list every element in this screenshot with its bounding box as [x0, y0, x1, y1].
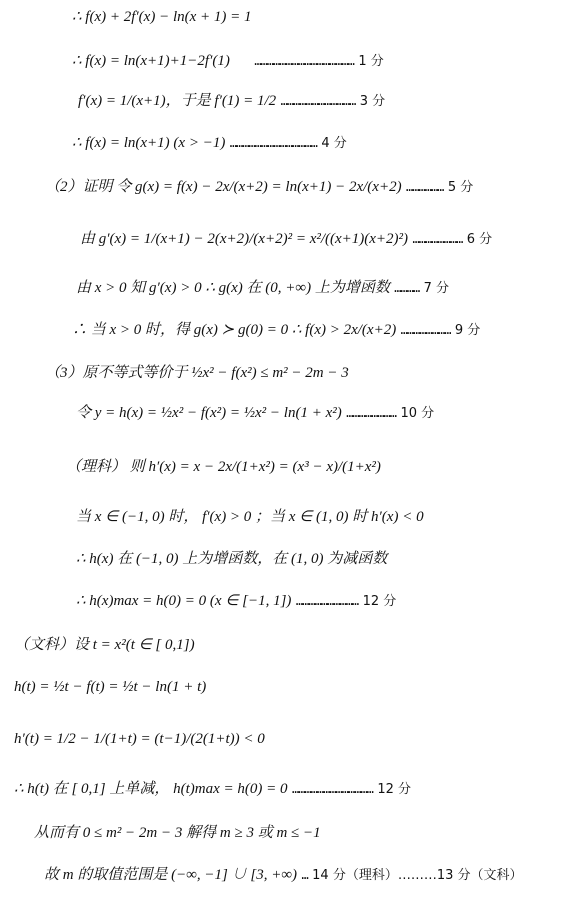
solution-line-18 — [14, 780, 411, 799]
score-label: 10 分 — [400, 406, 435, 421]
solution-line-3 — [78, 92, 385, 111]
formula-text: 故 m 的取值范围是 (−∞, −1] ∪ [3, +∞) — [44, 867, 298, 883]
leader-dots: ………………………………… — [291, 782, 373, 796]
formula-text: h(t) = ½t − f(t) = ½t − ln(1 + t) — [14, 679, 207, 695]
leader-dots: ………………………… — [295, 594, 359, 608]
score-label: 12 分 — [362, 594, 397, 609]
solution-line-6 — [80, 230, 492, 249]
formula-text: ∴ 当 x > 0 时，得 g(x) ≻ g(0) = 0 ∴ f(x) > 2x/(x+2) — [72, 322, 397, 338]
formula-text: ∴ f(x) = ln(x+1)+1−2f′(1) — [72, 53, 230, 69]
formula-text: （文科）设 t = x²(t ∈ [ 0,1]) — [14, 637, 195, 653]
formula-text: （3）原不等式等价于 ½x² − f(x²) ≤ m² − 2m − 3 — [45, 365, 349, 381]
solution-line-10 — [76, 404, 434, 423]
solution-line-15 — [14, 636, 195, 654]
solution-line-20 — [44, 866, 523, 885]
score-label: 6 分 — [466, 232, 493, 247]
formula-text: 由 x > 0 知 g′(x) > 0 ∴ g(x) 在 (0, +∞) 上为增函数 — [76, 280, 390, 296]
formula-text: （2）证明 令 g(x) = f(x) − 2x/(x+2) = ln(x+1) − 2x/(x+2) — [45, 179, 402, 195]
leader-dots: …………………… — [412, 232, 463, 246]
formula-text: （理科） 则 h′(x) = x − 2x/(1+x²) = (x³ − x)/(1+x²) — [66, 459, 381, 475]
solution-line-19 — [34, 824, 321, 842]
formula-text: 当 x ∈ (−1, 0) 时， f′(x) > 0 ；当 x ∈ (1, 0) 时 h′(x) < 0 — [76, 509, 424, 525]
score-label: 1 分 — [358, 54, 384, 69]
solution-line-16 — [14, 678, 206, 696]
solution-line-14 — [76, 592, 396, 611]
score-label: 5 分 — [447, 180, 474, 195]
solution-line-2 — [72, 52, 384, 71]
leader-dots: …………………… — [346, 406, 396, 420]
formula-text: 从而有 0 ≤ m² − 2m − 3 解得 m ≥ 3 或 m ≤ −1 — [34, 825, 321, 841]
formula-text: ∴ h(x) 在 (−1, 0) 上为增函数，在 (1, 0) 为减函数 — [76, 551, 388, 567]
score-label: 12 分 — [377, 782, 412, 797]
solution-line-8 — [72, 321, 480, 340]
formula-text: h′(t) = 1/2 − 1/(1+t) = (t−1)/(2(1+t)) < 0 — [14, 731, 265, 747]
formula-text: f′(x) = 1/(x+1)，于是 f′(1) = 1/2 — [78, 93, 277, 109]
solution-line-12 — [76, 508, 424, 526]
solution-line-4 — [72, 134, 347, 153]
score-label: 9 分 — [454, 323, 481, 338]
leader-dots: ………… — [394, 281, 420, 295]
formula-text: 由 g′(x) = 1/(x+1) − 2(x+2)/(x+2)² = x²/((x+1)(x+2)²) — [80, 231, 409, 247]
score-label: 14 分（理科）………13 分（文科） — [312, 868, 523, 883]
score-label: 4 分 — [321, 136, 347, 151]
formula-text: ∴ h(x)max = h(0) = 0 (x ∈ [−1, 1]) — [76, 593, 292, 609]
solution-line-17 — [14, 730, 265, 748]
solution-line-9 — [45, 364, 349, 382]
leader-dots: … — [301, 868, 308, 882]
score-label: 3 分 — [359, 94, 386, 109]
solution-line-5 — [45, 178, 473, 197]
leader-dots: ……………………………… — [280, 94, 356, 108]
formula-text: ∴ f(x) + 2f′(x) − ln(x + 1) = 1 — [72, 9, 252, 25]
solution-line-7 — [76, 279, 449, 298]
leader-dots: ………………………………………… — [254, 54, 354, 68]
formula-text: ∴ h(t) 在 [ 0,1] 上单减， h(t)max = h(0) = 0 — [14, 781, 288, 797]
formula-text: ∴ f(x) = ln(x+1) (x > −1) — [72, 135, 226, 151]
formula-text: 令 y = h(x) = ½x² − f(x²) = ½x² − ln(1 + x²) — [76, 405, 342, 421]
solution-line-1 — [72, 8, 252, 26]
leader-dots: ……………… — [406, 180, 444, 194]
leader-dots: …………………………………… — [229, 136, 317, 150]
solution-line-11 — [66, 458, 381, 476]
leader-dots: …………………… — [400, 323, 451, 337]
solution-line-13 — [76, 550, 387, 568]
score-label: 7 分 — [423, 281, 450, 296]
